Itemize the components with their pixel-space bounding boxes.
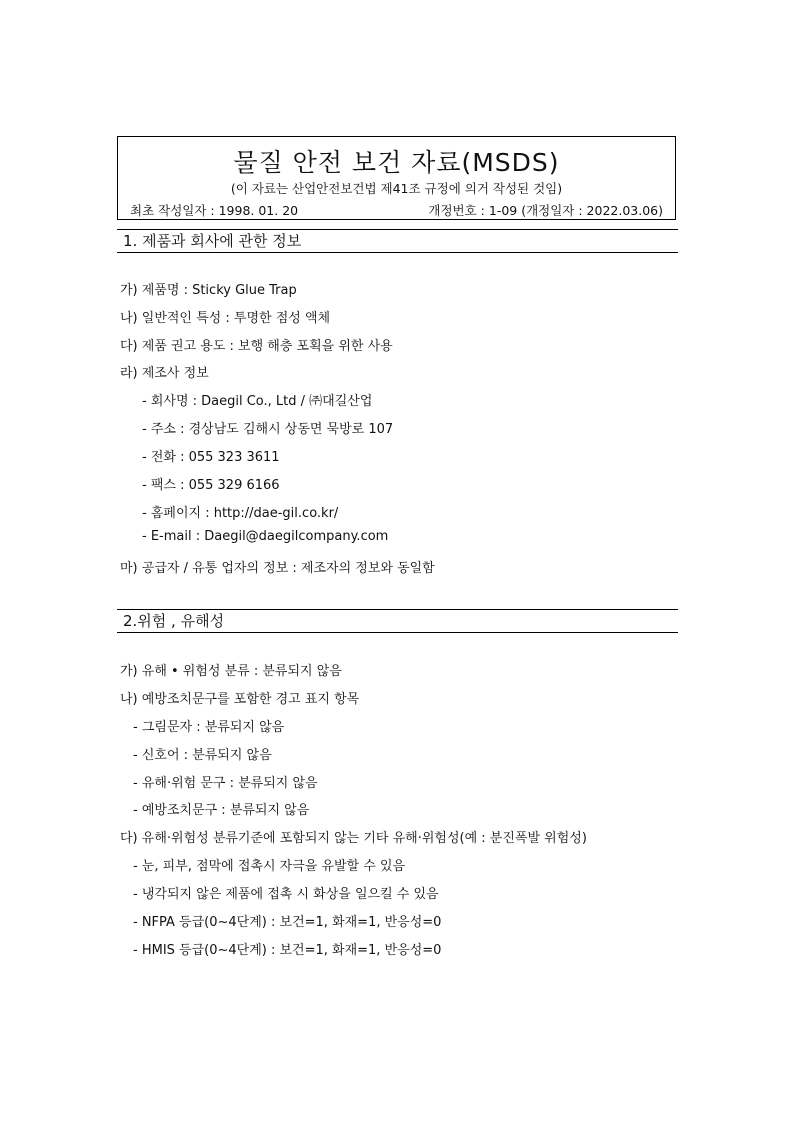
label-item: - 신호어 : 분류되지 않음 [133,748,272,763]
other-hazard-item: - 눈, 피부, 점막에 접촉시 자극을 유발할 수 있음 [133,859,406,874]
hazard-classification-line: 가) 유해 • 위험성 분류 : 분류되지 않음 [120,664,342,679]
company-homepage: - 홈페이지 : http://dae-gil.co.kr/ [142,506,339,521]
revision-info: 개정번호 : 1-09 (개정일자 : 2022.03.06) [428,203,663,218]
other-hazard-item: - 냉각되지 않은 제품에 접촉 시 화상을 일으킬 수 있음 [133,887,439,902]
supplier-line: 마) 공급자 / 유통 업자의 정보 : 제조자의 정보와 동일함 [120,561,435,576]
company-address: - 주소 : 경상남도 김해시 상동면 묵방로 107 [142,422,394,437]
document-subtitle: (이 자료는 산업안전보건법 제41조 규정에 의거 작성된 것임) [230,181,563,196]
product-use-line: 다) 제품 권고 용도 : 보행 해충 포획을 위한 사용 [120,339,393,354]
manufacturer-heading: 라) 제조사 정보 [120,366,209,381]
section1-heading: 1. 제품과 회사에 관한 정보 [117,229,678,253]
other-hazards-heading: 다) 유해·위험성 분류기준에 포함되지 않는 기타 유해·위험성(예 : 분진폭발 위험성) [120,831,587,846]
other-hazard-item: - NFPA 등급(0~4단계) : 보건=1, 화재=1, 반응성=0 [133,915,442,930]
section2-heading: 2.위험 , 유해성 [117,609,678,633]
label-item: - 유해·위험 문구 : 분류되지 않음 [133,776,318,791]
label-elements-heading: 나) 예방조치문구를 포함한 경고 표지 항목 [120,692,360,707]
company-name: - 회사명 : Daegil Co., Ltd / ㈜대길산업 [142,394,373,409]
company-email: - E-mail : Daegil@daegilcompany.com [142,529,389,544]
company-fax: - 팩스 : 055 329 6166 [142,478,280,493]
document-title: 물질 안전 보건 자료(MSDS) [233,148,560,177]
product-name-line: 가) 제품명 : Sticky Glue Trap [120,283,297,298]
product-property-line: 나) 일반적인 특성 : 투명한 점성 액체 [120,311,331,326]
company-phone: - 전화 : 055 323 3611 [142,450,280,465]
first-date: 최초 작성일자 : 1998. 01. 20 [130,203,299,218]
other-hazard-item: - HMIS 등급(0~4단계) : 보건=1, 화재=1, 반응성=0 [133,943,442,958]
label-item: - 그림문자 : 분류되지 않음 [133,720,285,735]
label-item: - 예방조치문구 : 분류되지 않음 [133,803,310,818]
title-box [117,136,676,220]
